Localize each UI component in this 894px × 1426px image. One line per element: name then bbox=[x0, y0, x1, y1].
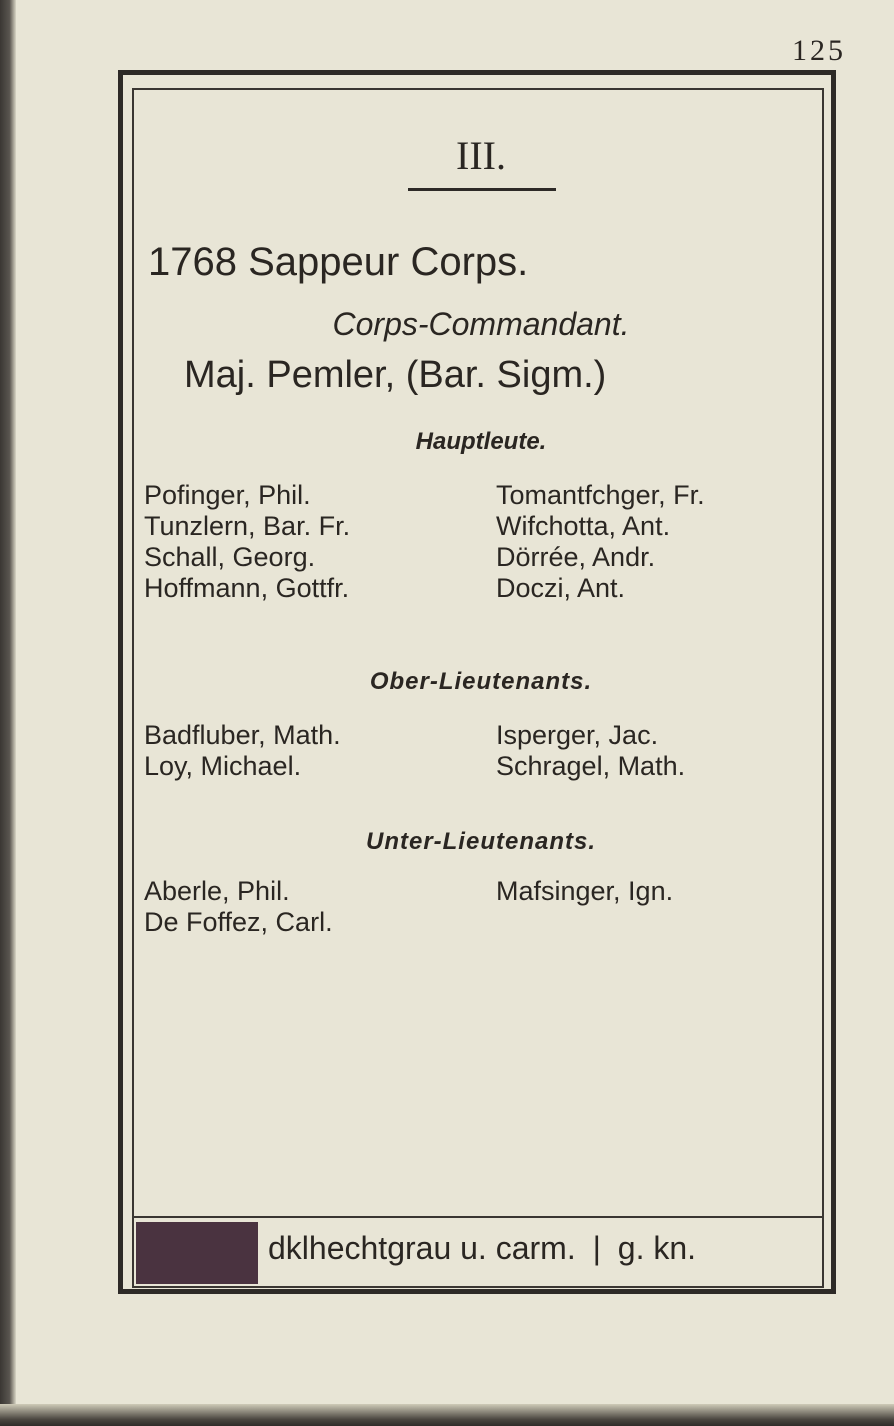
page-number: 125 bbox=[792, 34, 846, 67]
commandant-name: Maj. Pemler, (Bar. Sigm.) bbox=[184, 354, 607, 396]
unter-lieutenants-left-column bbox=[144, 876, 333, 938]
list-item: Loy, Michael. bbox=[144, 751, 302, 781]
list-item: Tunzlern, Bar. Fr. bbox=[144, 511, 351, 541]
list-item: Pofinger, Phil. bbox=[144, 480, 311, 510]
uniform-legend bbox=[132, 1216, 824, 1288]
list-item: Schall, Georg. bbox=[144, 542, 316, 572]
list-item: Dörrée, Andr. bbox=[496, 542, 656, 572]
ober-lieutenants-right-column bbox=[496, 720, 685, 782]
list-item: Hoffmann, Gottfr. bbox=[144, 573, 350, 603]
uniform-buttons: g. kn. bbox=[617, 1230, 697, 1266]
unter-lieutenants-heading: Unter-Lieutenants. bbox=[365, 828, 596, 855]
unter-lieutenants-right-column bbox=[496, 876, 673, 907]
legend-separator: | bbox=[592, 1230, 601, 1266]
list-item: Aberle, Phil. bbox=[144, 876, 290, 906]
hauptleute-heading: Hauptleute. bbox=[415, 428, 547, 455]
list-item: Mafsinger, Ign. bbox=[496, 876, 674, 906]
list-item: De Foffez, Carl. bbox=[144, 907, 333, 937]
uniform-colors: dklhechtgrau u. carm. bbox=[268, 1230, 576, 1266]
uniform-legend-text bbox=[268, 1230, 696, 1267]
scan-edge-left bbox=[0, 0, 16, 1426]
list-item: Wifchotta, Ant. bbox=[496, 511, 671, 541]
ober-lieutenants-left-column bbox=[144, 720, 341, 782]
list-item: Tomantfchger, Fr. bbox=[496, 480, 705, 510]
commandant-heading: Corps-Commandant. bbox=[332, 306, 630, 342]
list-item: Badfluber, Math. bbox=[144, 720, 341, 750]
divider-rule bbox=[408, 188, 556, 191]
hauptleute-right-column bbox=[496, 480, 705, 604]
list-item: Isperger, Jac. bbox=[496, 720, 659, 750]
list-item: Schragel, Math. bbox=[496, 751, 686, 781]
hauptleute-left-column bbox=[144, 480, 350, 604]
ober-lieutenants-heading: Ober-Lieutenants. bbox=[369, 668, 593, 695]
scan-edge-bottom bbox=[0, 1404, 894, 1426]
section-numeral: III. bbox=[456, 133, 506, 178]
list-item: Doczi, Ant. bbox=[496, 573, 626, 603]
uniform-color-swatch bbox=[136, 1222, 258, 1284]
corps-title: 1768 Sappeur Corps. bbox=[148, 240, 529, 284]
